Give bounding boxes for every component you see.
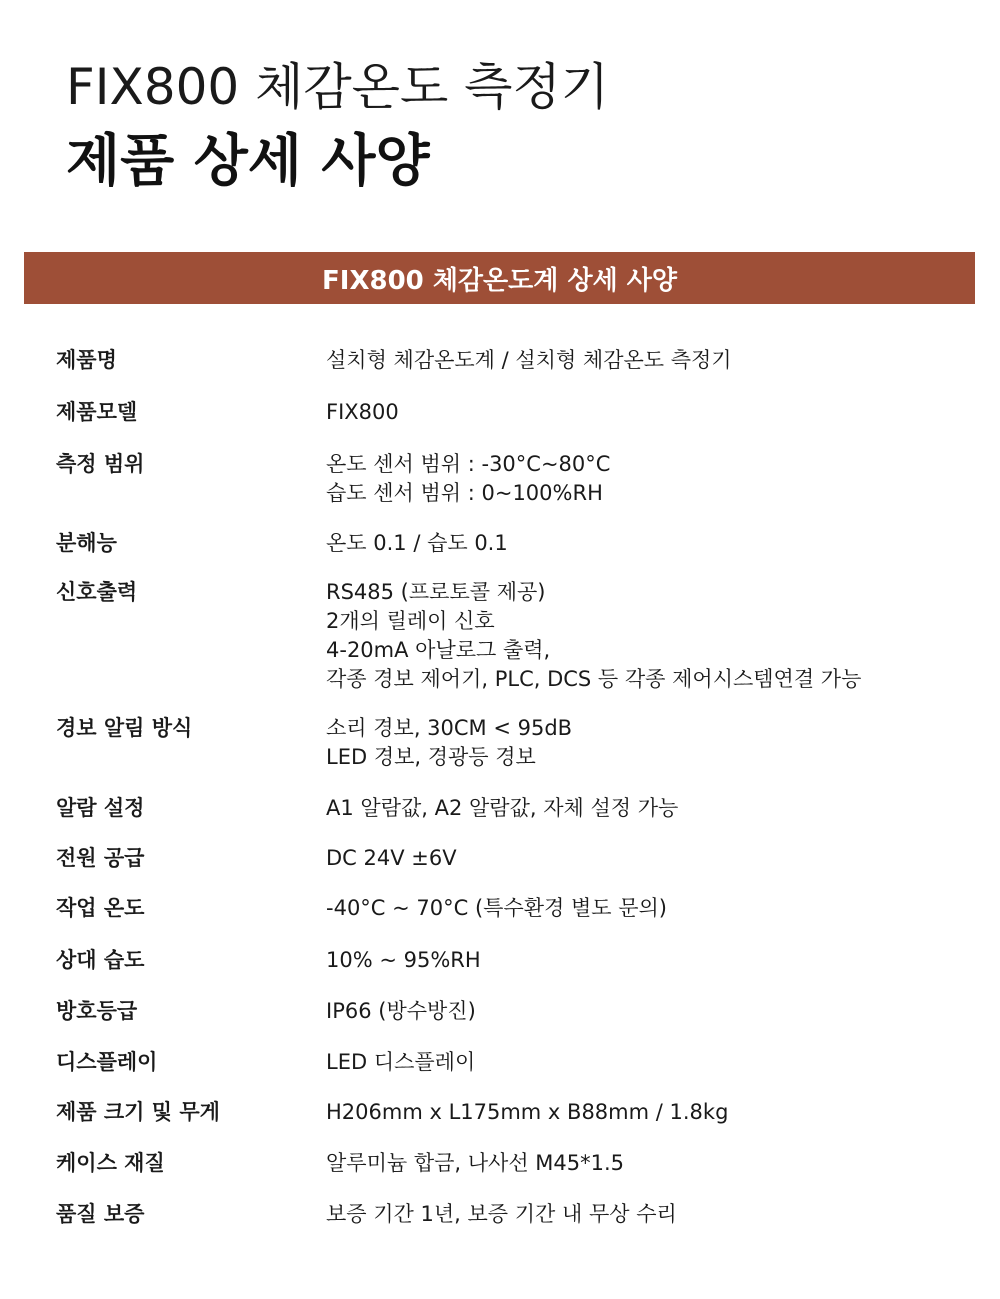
spec-value <box>326 1098 956 1127</box>
page-header <box>66 52 609 198</box>
spec-row-signal-output <box>56 578 956 694</box>
spec-row-range <box>56 450 956 508</box>
spec-label: 품질 보증 <box>56 1202 145 1226</box>
spec-label: 케이스 재질 <box>56 1151 165 1175</box>
spec-value-line: 4-20mA 아날로그 출력, <box>326 638 551 662</box>
spec-value-line: 습도 센서 범위 : 0~100%RH <box>326 481 603 505</box>
spec-heading: 제품 상세 사양 <box>66 129 430 194</box>
spec-label: 제품 크기 및 무게 <box>56 1100 220 1124</box>
spec-label: 작업 온도 <box>56 896 145 920</box>
spec-row-product-name <box>56 346 956 375</box>
spec-label: 분해능 <box>56 531 117 555</box>
spec-value-line: 온도 센서 범위 : -30°C~80°C <box>326 452 611 476</box>
spec-value <box>326 997 956 1026</box>
spec-value-line: H206mm x L175mm x B88mm / 1.8kg <box>326 1100 729 1124</box>
spec-value-line: -40°C ~ 70°C (특수환경 별도 문의) <box>326 896 667 920</box>
spec-row-size-weight <box>56 1098 956 1127</box>
spec-value <box>326 1149 956 1178</box>
spec-label: 디스플레이 <box>56 1050 158 1074</box>
spec-value <box>326 894 956 923</box>
spec-value-line: 보증 기간 1년, 보증 기간 내 무상 수리 <box>326 1202 677 1226</box>
spec-label: 제품명 <box>56 348 117 372</box>
spec-value-line: LED 디스플레이 <box>326 1050 476 1074</box>
spec-value-line: IP66 (방수방진) <box>326 999 476 1023</box>
product-title: FIX800 체감온도 측정기 <box>66 58 610 116</box>
spec-value-line: 2개의 릴레이 신호 <box>326 609 495 633</box>
spec-value <box>326 346 956 375</box>
spec-value <box>326 794 956 823</box>
spec-label: 신호출력 <box>56 580 138 604</box>
spec-row-power <box>56 844 956 873</box>
spec-row-operating-temp <box>56 894 956 923</box>
spec-value <box>326 714 956 772</box>
spec-row-humidity <box>56 946 956 975</box>
spec-value <box>326 1048 956 1077</box>
spec-value-line: FIX800 <box>326 400 399 424</box>
spec-row-resolution <box>56 529 956 558</box>
spec-label: 전원 공급 <box>56 846 145 870</box>
spec-value-line: LED 경보, 경광등 경보 <box>326 745 536 769</box>
spec-value-line: 알루미늄 합금, 나사선 M45*1.5 <box>326 1151 625 1175</box>
spec-label: 경보 알림 방식 <box>56 716 193 740</box>
spec-row-warranty <box>56 1200 956 1229</box>
spec-row-display <box>56 1048 956 1077</box>
spec-value-line: DC 24V ±6V <box>326 846 457 870</box>
spec-value-line: 설치형 체감온도계 / 설치형 체감온도 측정기 <box>326 348 732 372</box>
spec-row-alarm-setting <box>56 794 956 823</box>
spec-value <box>326 529 956 558</box>
spec-value <box>326 450 956 508</box>
spec-label: 제품모델 <box>56 400 138 424</box>
spec-value <box>326 1200 956 1229</box>
spec-value-line: 소리 경보, 30CM < 95dB <box>326 716 573 740</box>
spec-value <box>326 946 956 975</box>
spec-value <box>326 578 956 694</box>
spec-value-line: A1 알람값, A2 알람값, 자체 설정 가능 <box>326 796 679 820</box>
spec-value <box>326 398 956 427</box>
spec-row-alarm-method <box>56 714 956 772</box>
spec-section-banner: FIX800 체감온도계 상세 사양 <box>24 252 975 304</box>
spec-value-line: 10% ~ 95%RH <box>326 948 481 972</box>
spec-table <box>56 346 956 1229</box>
spec-label: 상대 습도 <box>56 948 145 972</box>
spec-value-line: 온도 0.1 / 습도 0.1 <box>326 531 508 555</box>
spec-row-model <box>56 398 956 427</box>
spec-row-protection <box>56 997 956 1026</box>
spec-label: 측정 범위 <box>56 452 145 476</box>
spec-value-line: RS485 (프로토콜 제공) <box>326 580 546 604</box>
spec-row-case-material <box>56 1149 956 1178</box>
spec-label: 알람 설정 <box>56 796 145 820</box>
spec-label: 방호등급 <box>56 999 138 1023</box>
spec-value-line: 각종 경보 제어기, PLC, DCS 등 각종 제어시스템연결 가능 <box>326 667 862 691</box>
spec-value <box>326 844 956 873</box>
